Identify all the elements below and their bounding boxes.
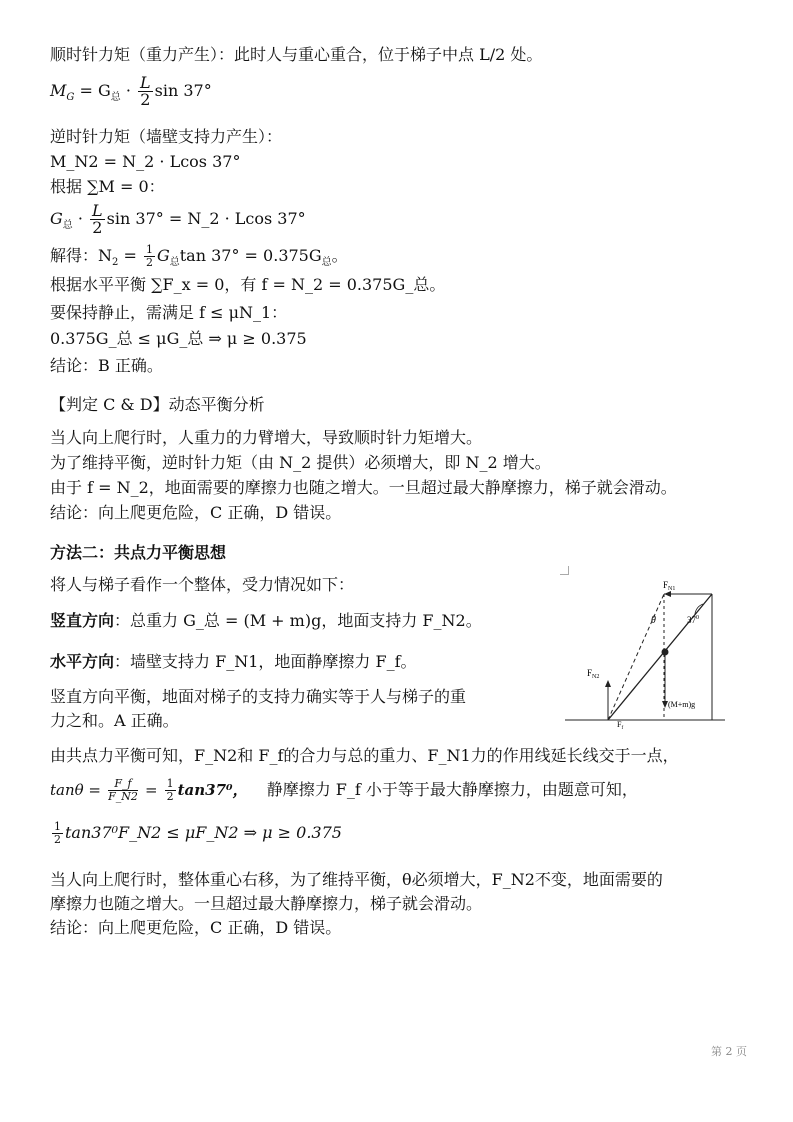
text-span: ：墙壁支持力 F_N1，地面静摩擦力 F_f。 xyxy=(114,652,417,671)
equation-mu xyxy=(50,814,342,852)
equation-balance xyxy=(50,202,306,236)
eq-part: = G xyxy=(74,81,111,100)
text-span: ：总重力 G_总 = (M + m)g，地面支持力 F_N2。 xyxy=(114,611,482,630)
numerator: 1 xyxy=(166,777,174,790)
weight-label: (M+m)g xyxy=(668,700,696,709)
eq-part: tan37⁰， xyxy=(177,781,248,799)
equation-tan-theta xyxy=(50,770,638,810)
text-line: 力之和。A 正确。 xyxy=(50,711,179,730)
method-two-heading: 方法二：共点力平衡思想 xyxy=(50,543,227,562)
resultant-dashed-line xyxy=(608,594,664,720)
conclusion: 结论：B 正确。 xyxy=(50,356,163,375)
eq-subscript: G xyxy=(66,92,75,104)
text-line: 摩擦力也随之增大。一旦超过最大静摩擦力，梯子就会滑动。 xyxy=(50,894,483,913)
conclusion: 结论：向上爬更危险，C 正确，D 错误。 xyxy=(50,918,342,937)
ff-label: $F_f$ xyxy=(617,720,624,731)
eq-part: sin 37° xyxy=(154,81,212,100)
theta-label: θ xyxy=(651,615,656,626)
fraction xyxy=(90,203,105,236)
ladder-line xyxy=(608,594,712,720)
text-line: 竖直方向平衡，地面对梯子的支持力确实等于人与梯子的重 xyxy=(50,687,467,706)
text-line: 当人向上爬行时，整体重心右移，为了维持平衡，θ必须增大，F_N2不变，地面需要的 xyxy=(50,870,663,889)
eq-part: 解得：N xyxy=(50,246,113,265)
eq-part: · xyxy=(72,209,83,228)
section-heading: 【判定 C & D】动态平衡分析 xyxy=(50,395,265,414)
text-line: 为了维持平衡，逆时针力矩（由 N_2 提供）必须增大，即 N_2 增大。 xyxy=(50,453,551,472)
horizontal-direction-line xyxy=(50,651,417,673)
fraction-half xyxy=(52,821,63,846)
eq-part: · xyxy=(120,81,131,100)
text-line: 由于 f = N_2，地面需要的摩擦力也随之增大。一旦超过最大静摩擦力，梯子就会滑动。 xyxy=(50,478,677,497)
fraction xyxy=(138,75,153,108)
fn2-arrowhead xyxy=(605,680,611,687)
denominator: 2 xyxy=(54,833,61,846)
eq-part: = xyxy=(118,246,142,265)
numerator: L xyxy=(140,73,151,92)
text-line: 根据水平平衡 ∑F_x = 0，有 f = N_2 = 0.375G_总。 xyxy=(50,275,446,294)
eq-part: tan37⁰F_N2 ≤ μF_N2 ⇒ μ ≥ 0.375 xyxy=(65,823,342,842)
eq-part: G xyxy=(156,246,170,265)
denominator: 2 xyxy=(140,90,151,109)
text-line: 由共点力平衡可知，F_N2和 F_f的合力与总的重力、F_N1力的作用线延长线交于一点， xyxy=(50,746,679,765)
numerator: L xyxy=(92,201,103,220)
denominator: 2 xyxy=(145,256,153,269)
eq-part: tan 37° = 0.375G xyxy=(179,246,322,265)
text-span: 静摩擦力 F_f 小于等于最大静摩擦力，由题意可知， xyxy=(266,780,638,799)
vertical-direction-line xyxy=(50,610,482,632)
page-number: 第 2 页 xyxy=(711,1045,747,1058)
eq-subscript: 总 xyxy=(110,92,121,104)
text-line: 逆时针力矩（墙壁支持力产生）： xyxy=(50,127,283,146)
numerator: 1 xyxy=(54,820,61,833)
eq-part: 。 xyxy=(331,246,348,265)
equation-moment-wall: M_N2 = N_2 · Lcos 37° xyxy=(50,152,241,171)
text-line: 顺时针力矩（重力产生）：此时人与重心重合，位于梯子中点 L/2 处。 xyxy=(50,45,543,64)
angle-label: $37^0$ xyxy=(687,615,699,625)
text-line: 要保持静止，需满足 f ≤ μN_1： xyxy=(50,303,288,322)
fn2-label: $F_{N2}$ xyxy=(587,668,600,680)
eq-part: tanθ = xyxy=(50,781,101,799)
fn1-label: $F_{N1}$ xyxy=(663,580,676,592)
numerator: F_f xyxy=(108,778,138,791)
equation-moment-gravity xyxy=(50,74,212,108)
eq-part: sin 37° = N_2 · Lcos 37° xyxy=(106,209,306,228)
fraction-ff-fn2 xyxy=(108,778,138,803)
eq-part: = xyxy=(144,781,158,799)
fraction xyxy=(144,244,155,269)
ladder-force-diagram xyxy=(565,566,725,731)
eq-symbol: M xyxy=(50,81,67,100)
text-line: 将人与梯子看作一个整体，受力情况如下： xyxy=(50,575,355,594)
conclusion: 结论：向上爬更危险，C 正确，D 错误。 xyxy=(50,503,342,522)
equation-solution: 解得：$N_2$ = $\frac{1}{2}$ $G_总\tan$ $37^\circ = 0.375G_总$。 xyxy=(50,243,348,269)
text-line: 当人向上爬行时，人重力的力臂增大，导致顺时针力矩增大。 xyxy=(50,428,483,447)
text-line: 根据 ∑M = 0： xyxy=(50,177,165,196)
equation-inequality: 0.375G_总 ≤ μG_总 ⇒ μ ≥ 0.375 xyxy=(50,329,307,348)
denominator: F_N2 xyxy=(108,790,138,803)
label-bold: 竖直方向 xyxy=(50,611,115,630)
label-bold: 水平方向 xyxy=(50,652,115,671)
fraction-half xyxy=(165,778,176,803)
denominator: 2 xyxy=(166,790,174,803)
eq-symbol: G xyxy=(50,209,63,228)
eq-subscript: 总 xyxy=(62,220,73,232)
numerator: 1 xyxy=(145,243,153,256)
denominator: 2 xyxy=(92,218,103,237)
